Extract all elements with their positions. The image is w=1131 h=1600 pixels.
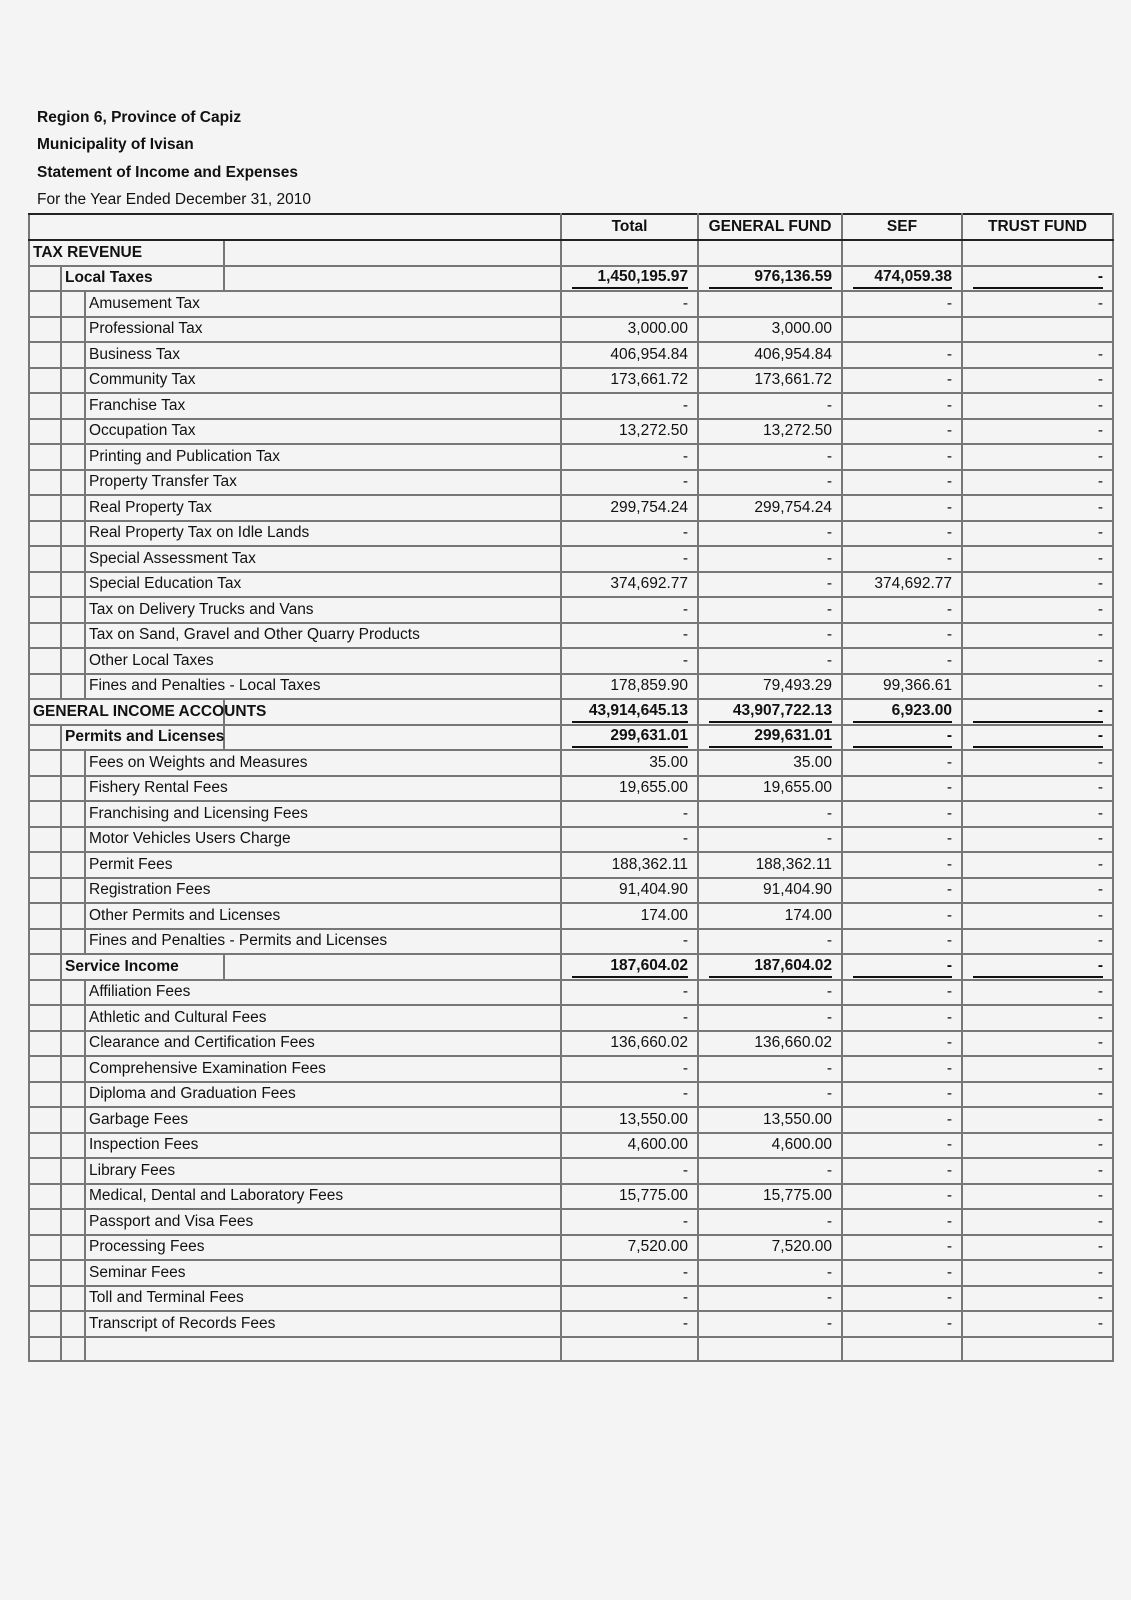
document-header [37, 104, 311, 213]
permits-licenses-general: 299,631.01 [709, 726, 832, 748]
line-item-general: - [698, 1056, 842, 1082]
line-item-trust: - [962, 852, 1113, 878]
line-item-total: 19,655.00 [561, 776, 698, 802]
line-item-general: 13,272.50 [698, 419, 842, 445]
line-item-general: 173,661.72 [698, 368, 842, 394]
table-row [29, 903, 1113, 929]
line-item-trust: - [962, 801, 1113, 827]
line-item-general: - [698, 470, 842, 496]
line-item-total: - [561, 980, 698, 1006]
line-item-trust: - [962, 903, 1113, 929]
line-item-trust: - [962, 929, 1113, 955]
table-row [29, 1133, 1113, 1159]
line-item-sef: 374,692.77 [842, 572, 962, 598]
line-item-trust: - [962, 776, 1113, 802]
line-item-total: - [561, 1158, 698, 1184]
table-row [29, 291, 1113, 317]
line-item-total: 299,754.24 [561, 495, 698, 521]
line-item-label: Tax on Sand, Gravel and Other Quarry Products [85, 623, 561, 649]
line-item-sef: - [842, 1056, 962, 1082]
line-item-total: - [561, 291, 698, 317]
line-item-total: - [561, 597, 698, 623]
line-item-sef: - [842, 1235, 962, 1261]
table-row [29, 1286, 1113, 1312]
region-title: Region 6, Province of Capiz [37, 109, 242, 126]
service-income-general: 187,604.02 [709, 956, 832, 978]
line-item-label: Special Assessment Tax [85, 546, 561, 572]
line-item-total: 7,520.00 [561, 1235, 698, 1261]
line-item-trust: - [962, 674, 1113, 700]
local-taxes-general: 976,136.59 [709, 267, 832, 289]
line-item-general: - [698, 827, 842, 853]
line-item-total: 3,000.00 [561, 317, 698, 343]
table-row [29, 317, 1113, 343]
line-item-label: Special Education Tax [85, 572, 561, 598]
line-item-total: 15,775.00 [561, 1184, 698, 1210]
line-item-trust: - [962, 1260, 1113, 1286]
line-item-general: - [698, 929, 842, 955]
line-item-trust [962, 317, 1113, 343]
line-item-general: - [698, 623, 842, 649]
permits-licenses-trust: - [973, 726, 1103, 748]
line-item-general: - [698, 597, 842, 623]
line-item-general: - [698, 444, 842, 470]
local-taxes-label: Local Taxes [61, 266, 224, 292]
table-row [29, 444, 1113, 470]
line-item-sef: - [842, 1184, 962, 1210]
line-item-trust: - [962, 1184, 1113, 1210]
line-item-total: - [561, 1311, 698, 1337]
table-row [29, 827, 1113, 853]
line-item-general: - [698, 980, 842, 1006]
line-item-sef: - [842, 495, 962, 521]
line-item-trust: - [962, 1056, 1113, 1082]
trust-fund-header: TRUST FUND [962, 214, 1113, 240]
line-item-label: Permit Fees [85, 852, 561, 878]
line-item-label: Business Tax [85, 342, 561, 368]
line-item-sef: 99,366.61 [842, 674, 962, 700]
line-item-label: Motor Vehicles Users Charge [85, 827, 561, 853]
line-item-total: 178,859.90 [561, 674, 698, 700]
table-row [29, 470, 1113, 496]
line-item-trust: - [962, 597, 1113, 623]
line-item-general: 79,493.29 [698, 674, 842, 700]
line-item-total: - [561, 1005, 698, 1031]
table-row [29, 1082, 1113, 1108]
line-item-label: Inspection Fees [85, 1133, 561, 1159]
line-item-label: Toll and Terminal Fees [85, 1286, 561, 1312]
tax-revenue-label: TAX REVENUE [29, 240, 224, 266]
line-item-total: - [561, 444, 698, 470]
table-row [29, 1107, 1113, 1133]
line-item-sef: - [842, 1005, 962, 1031]
line-item-total: 136,660.02 [561, 1031, 698, 1057]
line-item-total: 188,362.11 [561, 852, 698, 878]
line-item-total: - [561, 470, 698, 496]
line-item-general: - [698, 1209, 842, 1235]
line-item-sef: - [842, 342, 962, 368]
line-item-sef: - [842, 827, 962, 853]
line-item-general: 136,660.02 [698, 1031, 842, 1057]
line-item-sef: - [842, 470, 962, 496]
line-item-sef: - [842, 1107, 962, 1133]
line-item-trust: - [962, 1311, 1113, 1337]
table-row [29, 597, 1113, 623]
general-income-general: 43,907,722.13 [709, 701, 832, 723]
line-item-trust: - [962, 1209, 1113, 1235]
line-item-general: 13,550.00 [698, 1107, 842, 1133]
line-item-general: - [698, 546, 842, 572]
statement-title: Statement of Income and Expenses [37, 163, 298, 181]
local-taxes-sef: 474,059.38 [853, 267, 952, 289]
table-row [29, 1158, 1113, 1184]
line-item-label: Occupation Tax [85, 419, 561, 445]
line-item-trust: - [962, 1082, 1113, 1108]
line-item-sef: - [842, 903, 962, 929]
line-item-sef: - [842, 521, 962, 547]
line-item-total: 4,600.00 [561, 1133, 698, 1159]
local-taxes-total: 1,450,195.97 [572, 267, 688, 289]
line-item-general: 19,655.00 [698, 776, 842, 802]
line-item-general: - [698, 1260, 842, 1286]
line-item-trust: - [962, 878, 1113, 904]
line-item-sef: - [842, 801, 962, 827]
line-item-trust: - [962, 1107, 1113, 1133]
line-item-total: - [561, 1286, 698, 1312]
service-income-row [29, 954, 1113, 980]
line-item-sef: - [842, 368, 962, 394]
table-row [29, 1311, 1113, 1337]
line-item-total: - [561, 1056, 698, 1082]
line-item-sef: - [842, 1031, 962, 1057]
line-item-sef [842, 317, 962, 343]
service-income-label: Service Income [61, 954, 224, 980]
line-item-general [698, 291, 842, 317]
table-row [29, 929, 1113, 955]
line-item-label: Processing Fees [85, 1235, 561, 1261]
line-item-trust: - [962, 393, 1113, 419]
table-row [29, 1209, 1113, 1235]
line-item-sef: - [842, 419, 962, 445]
table-row [29, 801, 1113, 827]
line-item-sef: - [842, 980, 962, 1006]
line-item-total: 13,272.50 [561, 419, 698, 445]
line-item-trust: - [962, 1286, 1113, 1312]
line-item-trust: - [962, 419, 1113, 445]
permits-licenses-total: 299,631.01 [572, 726, 688, 748]
line-item-label: Amusement Tax [85, 291, 561, 317]
line-item-trust: - [962, 1005, 1113, 1031]
table-row [29, 623, 1113, 649]
line-item-general: - [698, 1311, 842, 1337]
line-item-sef: - [842, 1260, 962, 1286]
line-item-sef: - [842, 597, 962, 623]
line-item-total: - [561, 1082, 698, 1108]
line-item-label: Affiliation Fees [85, 980, 561, 1006]
table-row [29, 572, 1113, 598]
table-row [29, 342, 1113, 368]
service-income-sef: - [853, 956, 952, 978]
line-item-label: Athletic and Cultural Fees [85, 1005, 561, 1031]
table-row [29, 1056, 1113, 1082]
line-item-total: 406,954.84 [561, 342, 698, 368]
line-item-general: 406,954.84 [698, 342, 842, 368]
line-item-label: Real Property Tax [85, 495, 561, 521]
line-item-general: - [698, 393, 842, 419]
table-row [29, 776, 1113, 802]
line-item-trust: - [962, 827, 1113, 853]
line-item-sef: - [842, 1158, 962, 1184]
table-row [29, 980, 1113, 1006]
line-item-general: 188,362.11 [698, 852, 842, 878]
general-income-sef: 6,923.00 [853, 701, 952, 723]
table-row [29, 1235, 1113, 1261]
municipality-title: Municipality of Ivisan [37, 136, 194, 154]
line-item-sef: - [842, 546, 962, 572]
line-item-label: Diploma and Graduation Fees [85, 1082, 561, 1108]
line-item-label: Clearance and Certification Fees [85, 1031, 561, 1057]
line-item-sef: - [842, 852, 962, 878]
line-item-label: Library Fees [85, 1158, 561, 1184]
line-item-general: - [698, 521, 842, 547]
line-item-total: - [561, 929, 698, 955]
line-item-sef: - [842, 291, 962, 317]
line-item-total: 91,404.90 [561, 878, 698, 904]
total-header: Total [561, 214, 698, 240]
line-item-total: - [561, 648, 698, 674]
local-taxes-trust: - [973, 267, 1103, 289]
sef-header: SEF [842, 214, 962, 240]
line-item-label: Franchise Tax [85, 393, 561, 419]
table-row [29, 1005, 1113, 1031]
line-item-sef: - [842, 929, 962, 955]
table-row [29, 648, 1113, 674]
line-item-trust: - [962, 291, 1113, 317]
line-item-label: Real Property Tax on Idle Lands [85, 521, 561, 547]
line-item-label: Professional Tax [85, 317, 561, 343]
line-item-general: - [698, 1286, 842, 1312]
table-row [29, 852, 1113, 878]
line-item-sef: - [842, 750, 962, 776]
line-item-total: - [561, 546, 698, 572]
line-item-total: 173,661.72 [561, 368, 698, 394]
general-income-trust: - [973, 701, 1103, 723]
line-item-general: 7,520.00 [698, 1235, 842, 1261]
local-taxes-row [29, 266, 1113, 292]
line-item-sef: - [842, 776, 962, 802]
line-item-total: 374,692.77 [561, 572, 698, 598]
table-row [29, 546, 1113, 572]
line-item-label: Fees on Weights and Measures [85, 750, 561, 776]
line-item-total: 13,550.00 [561, 1107, 698, 1133]
service-income-trust: - [973, 956, 1103, 978]
line-item-label: Comprehensive Examination Fees [85, 1056, 561, 1082]
line-item-total: - [561, 801, 698, 827]
table-row [29, 1337, 1113, 1361]
general-income-label: GENERAL INCOME ACCOUNTS [29, 699, 224, 725]
line-item-trust: - [962, 1235, 1113, 1261]
table-row [29, 368, 1113, 394]
tax-revenue-row [29, 240, 1113, 266]
column-header-row [29, 214, 1113, 240]
permits-licenses-row [29, 725, 1113, 751]
line-item-trust: - [962, 648, 1113, 674]
table-row [29, 1031, 1113, 1057]
line-item-general: - [698, 572, 842, 598]
line-item-total: - [561, 623, 698, 649]
line-item-total: 174.00 [561, 903, 698, 929]
line-item-trust: - [962, 572, 1113, 598]
line-item-total: - [561, 521, 698, 547]
line-item-sef: - [842, 623, 962, 649]
general-income-row [29, 699, 1113, 725]
general-fund-header: GENERAL FUND [698, 214, 842, 240]
line-item-label: Passport and Visa Fees [85, 1209, 561, 1235]
line-item-label: Community Tax [85, 368, 561, 394]
line-item-general: - [698, 1082, 842, 1108]
table-row [29, 393, 1113, 419]
table-row [29, 419, 1113, 445]
line-item-general: 91,404.90 [698, 878, 842, 904]
line-item-trust: - [962, 750, 1113, 776]
line-item-sef: - [842, 1133, 962, 1159]
line-item-trust: - [962, 623, 1113, 649]
line-item-general: 35.00 [698, 750, 842, 776]
line-item-trust: - [962, 368, 1113, 394]
line-item-label: Registration Fees [85, 878, 561, 904]
income-statement-table [28, 213, 1114, 1362]
line-item-sef: - [842, 444, 962, 470]
line-item-trust: - [962, 521, 1113, 547]
permits-licenses-label: Permits and Licenses [61, 725, 224, 751]
line-item-label: Franchising and Licensing Fees [85, 801, 561, 827]
line-item-general: 174.00 [698, 903, 842, 929]
line-item-total: - [561, 1260, 698, 1286]
line-item-trust: - [962, 342, 1113, 368]
line-item-general: - [698, 648, 842, 674]
line-item-label: Transcript of Records Fees [85, 1311, 561, 1337]
line-item-label: Other Permits and Licenses [85, 903, 561, 929]
line-item-sef: - [842, 1286, 962, 1312]
line-item-label: Fines and Penalties - Permits and Licenses [85, 929, 561, 955]
line-item-label: Seminar Fees [85, 1260, 561, 1286]
line-item-sef: - [842, 1082, 962, 1108]
line-item-sef: - [842, 648, 962, 674]
line-item-trust: - [962, 470, 1113, 496]
line-item-label: Fines and Penalties - Local Taxes [85, 674, 561, 700]
line-item-trust: - [962, 495, 1113, 521]
line-item-total: - [561, 393, 698, 419]
line-item-sef: - [842, 878, 962, 904]
line-item-sef: - [842, 393, 962, 419]
table-row [29, 1260, 1113, 1286]
line-item-trust: - [962, 1133, 1113, 1159]
line-item-general: 15,775.00 [698, 1184, 842, 1210]
line-item-sef: - [842, 1311, 962, 1337]
line-item-trust: - [962, 980, 1113, 1006]
table-row [29, 878, 1113, 904]
blank-header-cell [29, 214, 561, 240]
permits-licenses-sef: - [853, 726, 952, 748]
line-item-general: - [698, 801, 842, 827]
line-item-trust: - [962, 444, 1113, 470]
line-item-label: Property Transfer Tax [85, 470, 561, 496]
line-item-label: Other Local Taxes [85, 648, 561, 674]
table-row [29, 521, 1113, 547]
line-item-label: Tax on Delivery Trucks and Vans [85, 597, 561, 623]
line-item-label: Printing and Publication Tax [85, 444, 561, 470]
line-item-label: Fishery Rental Fees [85, 776, 561, 802]
line-item-total: 35.00 [561, 750, 698, 776]
line-item-total: - [561, 1209, 698, 1235]
general-income-total: 43,914,645.13 [572, 701, 688, 723]
service-income-total: 187,604.02 [572, 956, 688, 978]
table-row [29, 750, 1113, 776]
line-item-general: 4,600.00 [698, 1133, 842, 1159]
line-item-sef: - [842, 1209, 962, 1235]
line-item-general: 3,000.00 [698, 317, 842, 343]
table-row [29, 495, 1113, 521]
period-subtitle: For the Year Ended December 31, 2010 [37, 190, 312, 208]
line-item-trust: - [962, 1031, 1113, 1057]
line-item-total: - [561, 827, 698, 853]
line-item-general: - [698, 1158, 842, 1184]
line-item-label: Garbage Fees [85, 1107, 561, 1133]
line-item-general: 299,754.24 [698, 495, 842, 521]
line-item-general: - [698, 1005, 842, 1031]
line-item-trust: - [962, 1158, 1113, 1184]
table-row [29, 674, 1113, 700]
line-item-label: Medical, Dental and Laboratory Fees [85, 1184, 561, 1210]
line-item-trust: - [962, 546, 1113, 572]
table-row [29, 1184, 1113, 1210]
